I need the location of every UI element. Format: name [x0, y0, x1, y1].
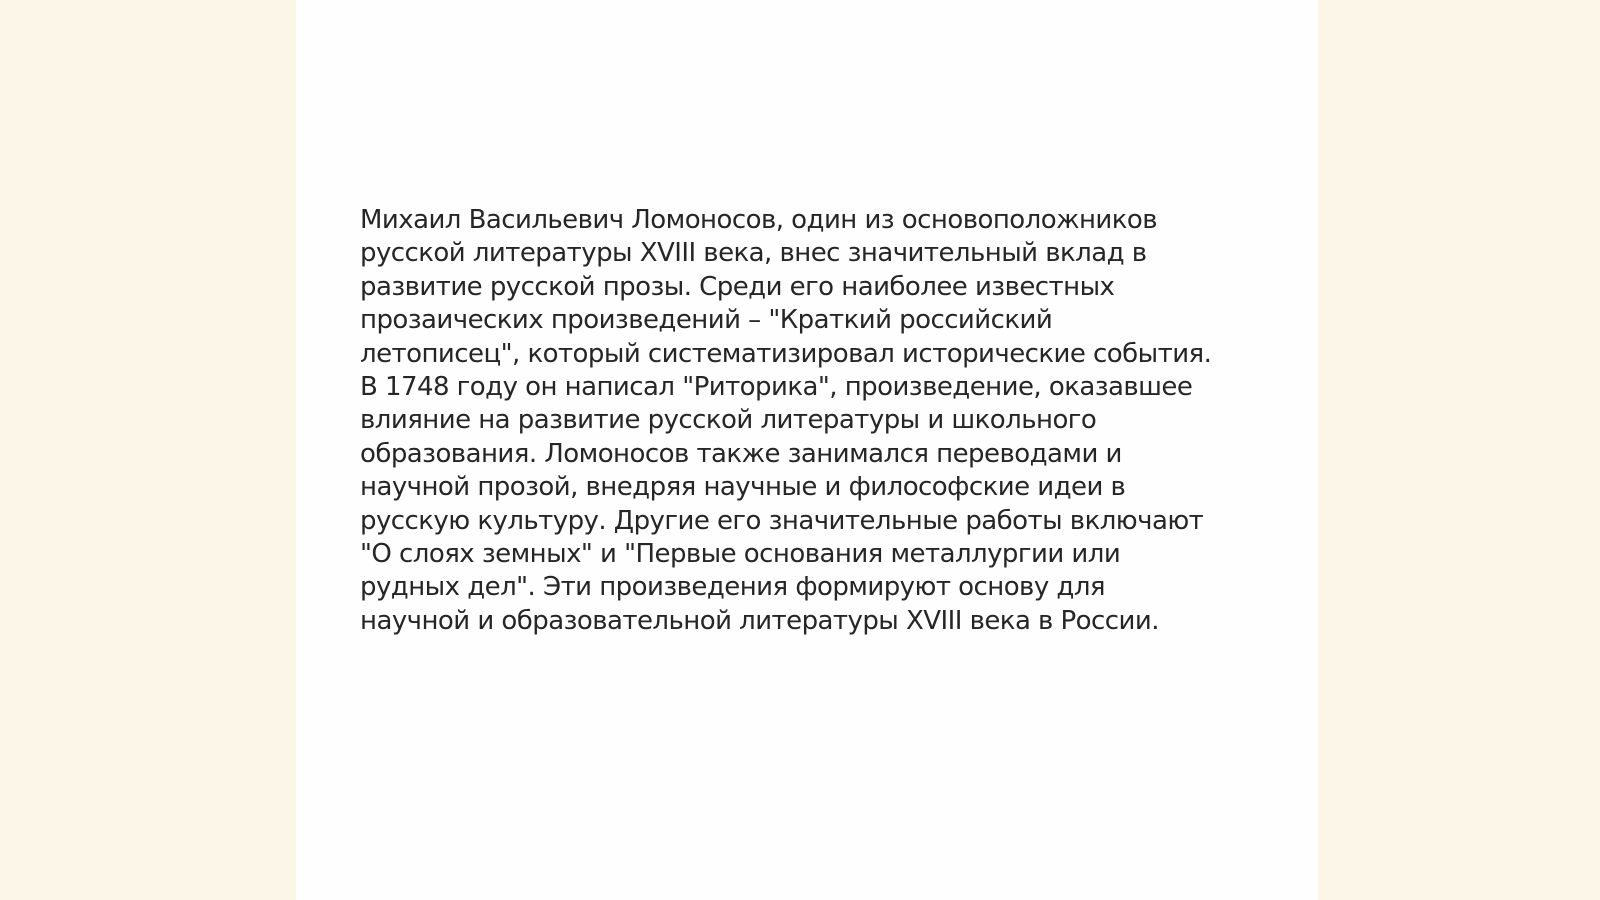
body-line: научной и образовательной литературы XVIII века в России. — [360, 605, 1159, 636]
body-line: В 1748 году он написал "Риторика", произведение, оказавшее — [360, 372, 1193, 403]
body-line: русской литературы XVIII века, внес значительный вклад в — [360, 238, 1147, 269]
body-line: влияние на развитие русской литературы и школьного — [360, 405, 1097, 436]
body-line: русскую культуру. Другие его значительные работы включают — [360, 505, 1204, 536]
body-line: образования. Ломоносов также занимался переводами и — [360, 438, 1122, 469]
body-line: "О слоях земных" и "Первые основания металлургии или — [360, 539, 1121, 570]
right-margin-background — [1318, 0, 1600, 900]
body-line: рудных дел". Эти произведения формируют основу для — [360, 572, 1105, 603]
slide — [296, 0, 1318, 900]
body-line: прозаических произведений – "Краткий российский — [360, 305, 1053, 336]
left-margin-background — [0, 0, 296, 900]
body-line: развитие русской прозы. Среди его наиболее известных — [360, 271, 1115, 302]
slide-body-text — [360, 204, 1260, 638]
body-line: Михаил Васильевич Ломоносов, один из основоположников — [360, 205, 1158, 235]
body-line: научной прозой, внедряя научные и философские идеи в — [360, 472, 1126, 503]
body-line: летописец", который систематизировал исторические события. — [360, 338, 1212, 369]
